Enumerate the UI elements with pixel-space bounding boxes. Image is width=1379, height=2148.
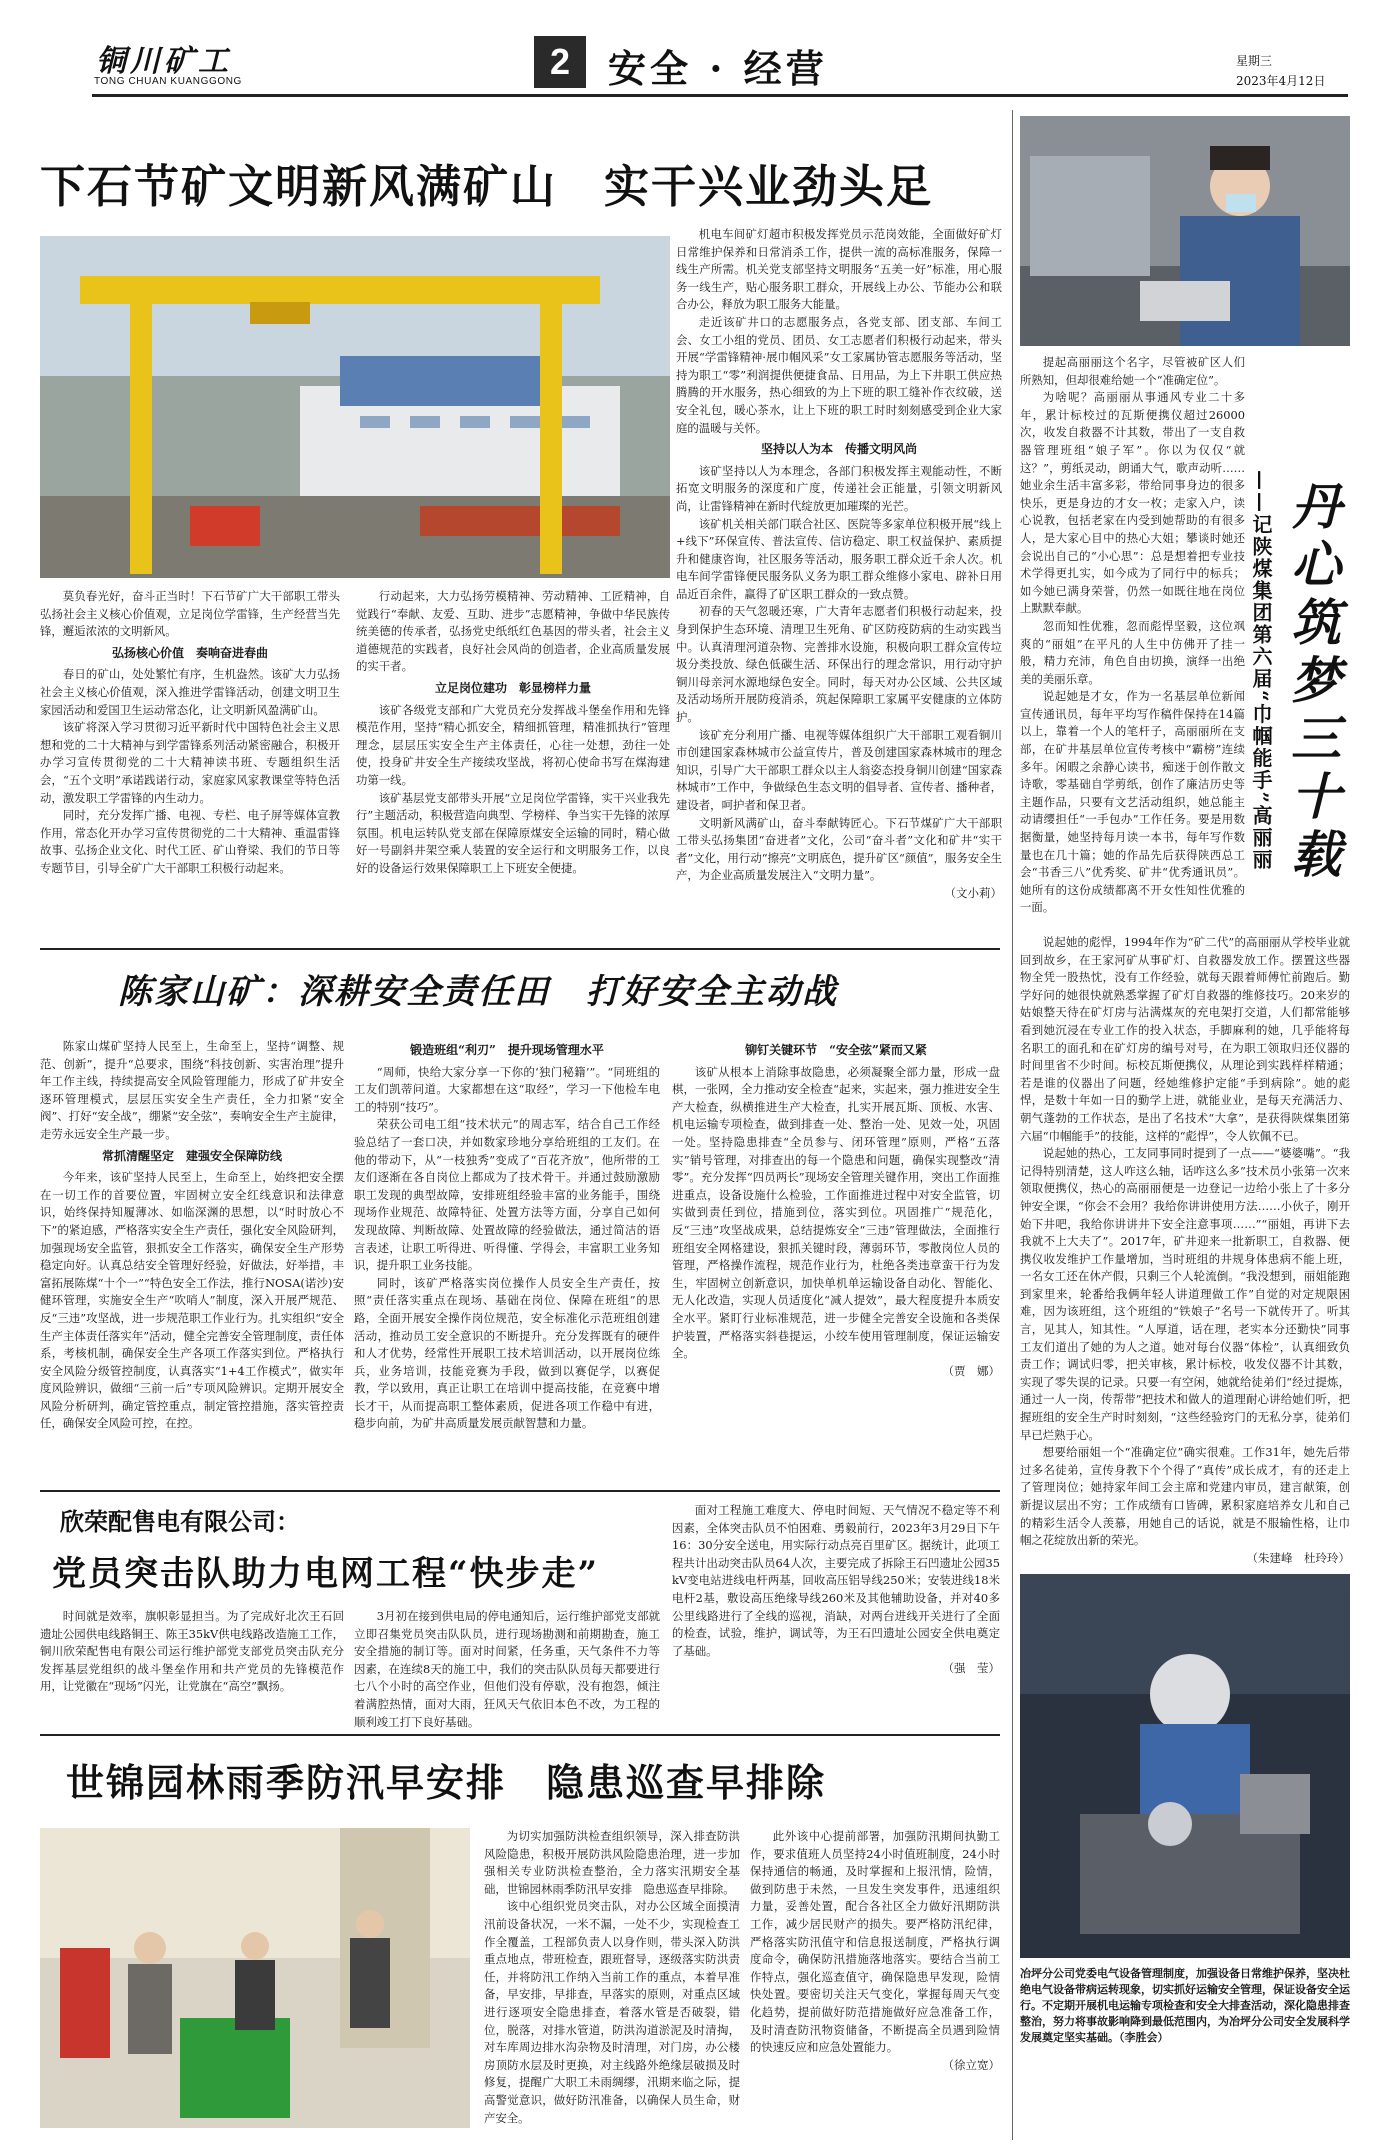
feature-paragraph: 忽而知性优雅，忽而彪悍坚毅，这位飒爽的“丽姐”在平凡的人生中仿佛开了挂一般，精力充沛，角色自由切换，演绎一出绝美的美丽乐章。 xyxy=(1020,618,1245,686)
article3-paragraph: 面对工程施工难度大、停电时间短、天气情况不稳定等不利因素，全体突击队员不怕困难、勇毅前行，2023年3月29日下午16：30分安全送电，用实际行动点亮百里矿区。据统计，此项工程共计出动突击队员64人次，主要完成了拆除王石凹遗址公园35kV变电站进线电杆两基，回收高压铝导线250米；安装进线18米电杆2基，敷设高压绝缘导线260米及其他辅助设备，并对40多公里线路进行了全线的巡视，消缺，对两台进线开关进行了全面的检查，试验，维护，调试等，为王石凹遗址公园安全供电奠定了基础。 xyxy=(672,1503,1000,1658)
rule-3 xyxy=(40,1734,1000,1736)
issue-date: 2023年4月12日 xyxy=(1236,74,1326,88)
masthead xyxy=(0,0,1379,100)
article2-subhead-1: 常抓清醒坚定 建强安全保障防线 xyxy=(101,1148,282,1163)
article1-col3 xyxy=(676,226,1002,903)
article4-paragraph: 该中心组织党员突击队，对办公区域全面摸清汛前设备状况，一米不漏，一处不少，实现检查工作全覆盖，工程部负责人以身作则，带头深入防洪重点地点，带班检查，跟班督导，逐级落实防洪责任，并将防汛工作纳入当前工作的重点，本着早准备，早安排，早排查，早落实的原则，对重点区域进行逐项安全隐患排查，着落水管是否破裂，错位，脱落，对排水管道，防洪沟道淤泥及时清掏，对车库周边排水沟杂物及时清理，对门房，办公楼房顶防水层及时更换，对主线路外绝缘层破损及时修复，提醒广大职工未雨绸缪，汛期来临之际，提高警觉意识，做好防汛准备，以确保人员生命，财产安全。 xyxy=(484,1899,740,2125)
article3-title: 党员突击队助力电网工程“快步走” xyxy=(52,1554,600,1594)
article1-paragraph: 该矿机关相关部门联合社区、医院等多家单位积极开展“线上+线下”环保宣传、普法宣传、信访稳定、职工权益保护、素质提升和健康咨询，社区服务等活动，服务职工群众近千余人次。机电车间学雷锋便民服务队义务为职工群众维修小家电、辟补日用品近百余件，赢得了矿区职工群众的一致点赞。 xyxy=(676,516,1002,601)
article1-paragraph: 机电车间矿灯超市积极发挥党员示范岗效能，全面做好矿灯日常维护保养和日常消杀工作，提供一流的高标准服务，保障一线生产所需。机关党支部坚持文明服务“五美一好”标准，用心服务一线生产，贴心服务职工群众，开展线上办公、节能办公和联合办公，释放为职工服务大能量。 xyxy=(676,227,1002,312)
article2-paragraph: 陈家山煤矿坚持人民至上，生命至上，坚持“调整、规范、创新”，提升“总要求，围绕“科技创新、实害治理”提升年工作主线，持续提高安全风险管理能力，形成了矿井安全逐环管理模式，层层压实安全生产责任，全力扣紧“安全阀”、打好“安全战”，绷紧“安全弦”，奏响安全生产主旋律，走劳永远安全生产最一步。 xyxy=(40,1039,344,1141)
feature-title: 丹心筑梦三十载 xyxy=(1283,480,1342,886)
weekday: 星期三 xyxy=(1236,54,1273,68)
article3-paragraph: 3月初在接到供电局的停电通知后，运行维护部党支部就立即召集党员突击队队员，进行现场勘测和前期勘查，施工安全措施的制订等。面对时间紧，任务重，天气条件不力等因素，在连续8天的施工中，我们的突击队队员每天都要进行七八个小时的高空作业，但他们没有停歇，没有抱怨，倾注着满腔热情，面对大雨，狂风天气依旧本色不改，为工程的顺利竣工打下良好基础。 xyxy=(354,1609,660,1729)
rule-1 xyxy=(40,948,1000,950)
article1-col1 xyxy=(40,588,340,878)
article2-author: （贾 娜） xyxy=(942,1363,1000,1378)
feature-subtitle: ——记陕煤集团第六届“巾帼能手”高丽丽 xyxy=(1249,470,1273,872)
article3-paragraph: 时间就是效率，旗帜彰显担当。为了完成好北次王石回遗址公园供电线路铜王、陈王35kV供电线路改造施工工作，铜川欣荣配售电有限公司运行维护部党支部党员突击队充分发挥基层党组织的战斗堡垒作用和共产党员的先锋模范作用，让党徽在“现场”闪光，让党旗在“高空”飘扬。 xyxy=(40,1609,344,1694)
article4-title: 世锦园林雨季防汛早安排 隐患巡查早排除 xyxy=(66,1760,827,1805)
article4-col2 xyxy=(750,1828,1000,2074)
article1-paragraph: 行动起来，大力弘扬劳模精神、劳动精神、工匠精神，自觉践行“奉献、友爱、互助、进步”志愿精神，争做中华民族传统美德的传承者，弘扬党史纸纸红色基因的带头者，社会主义道德规范的实践者，良好社会风尚的创造者，企业高质量发展的实干者。 xyxy=(356,589,670,674)
feature-paragraph: 说起她的彪悍，1994年作为“矿二代”的高丽丽从学校毕业就回到故乡，在王家河矿从事矿灯、自救器发放工作。摆置这些器物全凭一股热忱，没有工作经验，就每天跟着师傅忙前跑后。勤学好问的她很快就熟悉掌握了矿灯自救器的维修技巧。20来岁的姑娘整天待在矿灯房与沾满煤灰的充电架打交道，人们都常能够看到她沉浸在专业工作的投入状态，手脚麻利的她，几乎能将每名职工的面孔和在矿灯房的编号对号，在为职工领取归还仪器的时间里省不少时间。标校瓦斯便携仪，从理论到实践样样精通；若是谁的仪器出了问题，经她维修护定能“手到病除”。她的彪悍，是数十年如一日的勤学上进，就能业业，是每天充满活力、朝气蓬勃的工作状态，是出了名技术“大拿”，是获得陕煤集团第六届“巾帼能手”的技能，这样的“彪悍”，令人钦佩不已。 xyxy=(1020,935,1350,1143)
article1-paragraph: 走近该矿井口的志愿服务点，各党支部、团支部、车间工会、女工小组的党员、团员、女工志愿者们积极行动起来，带头开展“学雷锋精神·展巾帼风采”女工家属协管志愿服务等活动，坚持为职工“零”利润提供便捷食品、日用品，为上下井职工供应热腾腾的开水服务，热心细致的为上下班的职工缝补作衣纹破，送安全礼包，暖心茶水，让上下班的职工时时刻刻感受到企业大家庭的温暖与关怀。 xyxy=(676,314,1002,435)
article2-subhead-3: 铆钉关键环节 “安全弦”紧而又紧 xyxy=(745,1043,927,1057)
article2-col2 xyxy=(354,1038,660,1433)
photo-caption: 冶坪分公司党委电气设备管理制度，加强设备日常维护保养，坚决杜绝电气设备带病运转现象，切实抓好运输安全管理，保证设备安全运行。不定期开展机电运输专项检查和安全大排查活动，深化隐患排查整治，努力将事故影响降到最低范围内，为冶坪分公司安全发展科学发展奠定坚实基础。（李胜会） xyxy=(1020,1967,1350,2044)
feature-author: （朱建峰 杜玲玲） xyxy=(1246,1550,1350,1565)
logo-pinyin: TONG CHUAN KUANGGONG xyxy=(94,76,242,87)
photo-flood-inspection xyxy=(40,1828,470,2128)
feature-paragraph: 说起她是才女，作为一名基层单位新闻宣传通讯员，每年平均写作稿件保持在14篇以上，靠着一个人的笔杆子，高丽丽所在支部，在矿井基层单位宣传考核中“霸榜”连续多年。闲暇之余静心读书，痴迷于创作散文诗歌，零基础自学剪纸，创作了廉洁历史等主题作品，只要有文艺活动组织，她总能主动请缨担任“一手包办”工作任务。要是用数据衡量，她坚持每月读一本书，每年写作数量也在几十篇；她的作品先后获得陕西总工会“书香三八”优秀奖、矿井“优秀通讯员”。她所有的这份成绩都离不开女性知性优雅的一面。 xyxy=(1020,689,1245,915)
feature-paragraph: 说起她的热心，工友同事同时提到了一点——“婆婆嘴”。“我记得特别清楚，这人咋这么轴，话咋这么多”技术员小张第一次来领取便携仪，热心的高丽丽便是一边登记一边给小张上了十多分钟安全课，“你会不会用？我给你讲讲使用方法……小伙子，刚开始下井吧，我给你讲讲井下安全注意事项……”“丽姐，再讲下去我就不上大夫了”。2017年，矿井迎来一批新职工，自救器、便携仪收发维护工作量增加，当时班组的井规身体患病不能上班，一名女工还在休产假，只剩三个人轮流倒。“我没想到，丽姐能跑到家里来，轮番给我俩年轻人讲道理做工作”自觉的对定规限困难，因为该班组，这个班组的“铁娘子”名号一下就传开了。听其言，见其人，知其性。“人厚道，话在理，老实本分还勤快”同事工友们道出了她的为人之道。她对每台仪器“体检”，认真细致负责工作；调试归零，把关审核，累计标校，收发仪器不计其数，实现了零失误的记录。只要一有空闲，她就给徒弟们“经过提炼，通过一人一岗，传帮带”把技术和做人的道理耐心讲给她们听，把握班组的安全生产时时刻刻，“这些经验窍门的无私分享，徒弟们早已烂熟于心。 xyxy=(1020,1146,1350,1442)
article1-subhead-3: 坚持以人为本 传播文明风尚 xyxy=(760,442,917,457)
article4-paragraph: 此外该中心提前部署，加强防汛期间执勤工作，要求值班人员坚持24小时值班制度，24小时保持通信的畅通，及时掌握和上报汛情，险情，做到防患于未然，一旦发生突发事件，迅速组织力量，妥善处置，配合各社区全力做好汛期防洪工作，减少居民财产的损失。要严格防汛纪律，严格落实防汛值守和信息报送制度，严格执行调度命令，确保防汛措施落地落实。要结合当前工作特点，强化巡查值守，确保隐患早发现，险情快处置。要密切关注天气变化，掌握每周天气变化趋势，提前做好防范措施做好应急准备工作，及时清查防汛物资储备，不断提高全员遇到险情的快速反应和应急处置能力。 xyxy=(750,1829,1000,2055)
article2-paragraph: 该矿从根本上消除事故隐患，必须凝聚全部力量，形成一盘棋，一张网，全力推动安全检查“起来，实起来，强力推进安全生产大检查，纵横推进生产大检查，扎实开展瓦斯、顶板、水害、机电运输专项检查，做到排查一处、整治一处、见效一处，巩固一处。坚持隐患排查“全员参与、闭环管理”原则，严格“五落实”销号管理，对排查出的每一个隐患和问题，确保实现整改“清零”。充分发挥“四员两长”现场安全管理关键作用，突出工作面推进重点，设备设施什么检验，工作面推进过程中对安全监管，切实做到责任到位，措施到位，落实到位。巩固推广“规范化，反“三违”攻坚战成果，总结提炼安全“三违”管理做法，全面推行班组安全网格建设，狠抓关键时段，薄弱环节，零散岗位人员的管理，严格操作流程，规范作业行为，杜绝各类违章蛮干行为发生，牢固树立创新意识，加快单机单运输设备自动化、智能化、无人化改造，实现人员适度化“减人提效”，最大程度提升本质安全水平。紧盯行业标准规范，进一步健全完善安全设施和各类保护装置，严格落实斜巷提运，小绞车使用管理制度，保证运输安全。 xyxy=(672,1064,1000,1361)
article2-paragraph: 同时，该矿严格落实岗位操作人员安全生产责任，按照“责任落实重点在现场、基础在岗位、保障在班组”的思路，全面开展安全操作岗位规范，安全标准化示范班组创建活动，推动员工安全意识的不断提升。充分发挥既有的硬件和人才优势，经常性开展职工技术培训活动，以开展岗位练兵，业务培训，技能竞赛为手段，做到以赛促学，以赛促教，学以致用，真正让职工在培训中提高技能，在竞赛中增长才干，从而提高职工整体素质，促进各项工作稳中有进，稳步向前，为矿井高质量发展贡献智慧和力量。 xyxy=(354,1275,660,1431)
photo-worker-portrait xyxy=(1020,116,1350,346)
article2-paragraph: 荣获公司电工组“技术状元”的周志军，结合自己工作经验总结了一套口决，并如数家珍地分享给班组的工友们。在他的带动下，从“一枝独秀”变成了“百花齐放”，他所带的工友们逐渐在各自岗位上都成为了技术骨干。并通过鼓励激励职工发现的典型故障，安排班组经验丰富的业务能手，围绕现场作业规范、故障特征、处置方法等方面，分享自己如何发现故障、判断故障、处置故障的经验做法，通过简洁的语言表述，让职工听得进、听得懂、学得会，丰富职工业务知识，提升职工业务技能。 xyxy=(354,1117,660,1273)
article1-subhead-1: 弘扬核心价值 奏响奋进春曲 xyxy=(111,645,268,660)
article2-col1 xyxy=(40,1038,344,1433)
article3-author: （强 莹） xyxy=(942,1661,1000,1676)
feature-col-a xyxy=(1020,354,1245,917)
logo: 铜川矿工 xyxy=(96,44,232,79)
rule-2 xyxy=(40,1490,1000,1492)
article4-col1 xyxy=(484,1828,740,2127)
article1-paragraph: 该矿充分利用广播、电视等媒体组织广大干部职工观看铜川市创建国家森林城市公益宣传片，普及创建国家森林城市的理念知识，引导广大干部职工群众以主人翁姿态投身铜川创建“国家森林城市”工作中，争做绿色生态文明的倡导者、宣传者、播种者，建设者，呵护者和保卫者。 xyxy=(676,727,1002,812)
article1-paragraph: 文明新风满矿山，奋斗奉献铸匠心。下石节煤矿广大干部职工带头弘扬集团“奋进者”文化，公司“奋斗者”文化和矿井“实干者”文化，用行动“擦亮”文明底色，提升矿区“颜值”，服务安全生产，为企业高质量发展注入“文明力量”。 xyxy=(676,815,1002,883)
article1-lead: 莫负春光好，奋斗正当时！下石节矿广大干部职工带头弘扬社会主义核心价值观，立足岗位学雷锋，生产经营当先锋，邂逅浓浓的文明新风。 xyxy=(40,589,340,639)
feature-paragraph: 为啥呢？高丽丽从事通风专业二十多年，累计标校过的瓦斯便携仪超过26000次，收发自救器不计其数，带出了一支自救器管理班组“娘子军”。你以为仅仅“就这？”，剪纸灵动，朗诵大气，歌声动听……她业余生活丰富多彩，带给同事身边的很多快乐，更是身边的才女一枚；走家入户，读心说教，包括老家在内受到她帮助的有很多人，是大家心目中的热心大姐；攀谈时她还会说出自己的“小心思”：总是想着把专业技术学得更扎实，如今成为了同行中的标兵；如今她已满身荣誉，仍然一如既往地在岗位上默默奉献。 xyxy=(1020,390,1245,616)
article3-col3 xyxy=(672,1502,1000,1678)
feature-col-b xyxy=(1020,934,1350,1567)
article3-kicker: 欣荣配售电有限公司： xyxy=(60,1507,300,1536)
article1-paragraph: 该矿各级党支部和广大党员充分发挥战斗堡垒作用和先锋模范作用，坚持“精心抓安全，精细抓管理，精准抓执行”管理理念，层层压实安全生产主体责任，心往一处想，劲往一处使，投身矿井安全生产接续攻坚战，将初心使命书写在煤海建功第一线。 xyxy=(356,702,670,787)
article1-paragraph: 该矿坚持以人为本理念，各部门积极发挥主观能动性，不断拓宽文明服务的深度和广度，传递社会正能量，引领文明新风尚，让雷锋精神在新时代绽放更加璀璨的光芒。 xyxy=(676,463,1002,513)
article1-paragraph: 同时，充分发挥广播、电视、专栏、电子屏等媒体宣教作用，常态化开办学习宣传贯彻党的二十大精神、重温雷锋故事、弘扬企业文化、时代工匠、矿山脊梁、我们的节日等专题节目，引导全矿广大干部职工积极行动起来。 xyxy=(40,808,340,875)
column-divider xyxy=(1012,110,1013,2140)
section-title: 安全 · 经营 xyxy=(608,46,828,91)
article1-paragraph: 该矿基层党支部带头开展“立足岗位学雷锋，实干兴业我先行”主题活动，积极营造向典型、学榜样、争当实干先锋的浓厚氛围。机电运转队党支部在保障原煤安全运输的同时，精心做好一号副斜井架空乘人装置的安全运行和文明服务工作，以良好的设备运行效果保障职工上下班安全便捷。 xyxy=(356,790,670,875)
feature-paragraph: 想要给丽姐一个“准确定位”确实很难。工作31年，她先后带过多名徒弟，宣传身教下个个得了“真传”成长成才，有的还走上了管理岗位；她持家年间工会主席和党建内审员，建言献策，创新提议层出不穷；工作成绩有口皆碑，累积家庭培养女儿和自己的精彩生活令人羡慕，用她自己的话说，就是不服输性格，让巾帼之花绽放出新的荣光。 xyxy=(1020,1445,1350,1548)
article4-author: （徐立宽） xyxy=(942,2057,1000,2072)
masthead-rule xyxy=(92,94,1348,97)
article2-col3 xyxy=(672,1038,1000,1380)
page-number: 2 xyxy=(534,36,586,88)
article2-subhead-2: 锻造班组“利刃” 提升现场管理水平 xyxy=(410,1043,604,1057)
photo-welding-worker xyxy=(1020,1574,1350,1958)
article1-title: 下石节矿文明新风满矿山 实干兴业劲头足 xyxy=(40,160,934,213)
article2-title: 陈家山矿：深耕安全责任田 打好安全主动战 xyxy=(118,972,838,1012)
article3-col2 xyxy=(354,1608,660,1731)
article1-subhead-2: 立足岗位建功 彰显榜样力量 xyxy=(434,680,591,695)
feature-paragraph: 提起高丽丽这个名字，尽管被矿区人们所熟知，但却很难给她一个“准确定位”。 xyxy=(1020,355,1245,387)
article2-paragraph: 今年来，该矿坚持人民至上，生命至上，始终把安全摆在一切工作的首要位置，牢固树立安全红线意识和法律意识，始终保持知履薄冰、如临深渊的思想，以“时时放心不下”的紧迫感，严格落实安全生产责任，强化安全风险研判，加强现场安全监管，狠抓安全工作落实，确保安全生产形势稳定向好。认真总结安全管理好经验，好做法，好举措，丰富拓展陈煤“十个一”“特色安全工作法，推行NOSA(诺沙)安健环管理，实施安全生产“吹哨人”制度，深入开展严规范、反“三违”攻坚战，进一步规范职工作业行为。扎实组织“安全生产主体责任落实年”活动，健全完善安全管理制度，责任体系，考核机制，确保安全生产各项工作落实到位。严格执行安全风险分级管控制度，认真落实“1+4工作模式”，做实年度风险辨识，做细“三前一后”专项风险辨识。定期开展安全风险分析研判，确定管控重点，制定管控措施，落实管控责任，确保安全风险可控，在控。 xyxy=(40,1170,344,1431)
article1-col2 xyxy=(356,588,670,878)
article1-author: （文小莉） xyxy=(944,885,1002,900)
article1-paragraph: 初春的天气忽暖还寒，广大青年志愿者们积极行动起来，投身到保护生态环境、清理卫生死角、矿区防疫防病的生动实践当中。认真清理河道杂物、完善排水设施，积极向职工群众宣传垃圾分类投放、绿色低碳生活、环保出行的理念常识，用行动守护铜川母亲河水源地绿色安全。同时，每天对办公区域、公共区域及活动场所开展防疫消杀，筑起保障职工家属平安健康的立体防护。 xyxy=(676,604,1002,725)
photo-crane-yard xyxy=(40,236,670,578)
article4-paragraph: 为切实加强防洪检查组织领导，深入排查防洪风险隐患，积极开展防洪风险隐患治理，进一步加强相关专业防洪检查整治，全力落实汛期安全基础，世锦园林雨季防汛早安排 隐患巡查早排除。 xyxy=(484,1829,740,1896)
article2-paragraph: “周师，快给大家分享一下你的‘独门秘籍’”。“同班组的工友们凯蒂问道。大家都想在这“取经”，学习一下他检车电工的特别“技巧”。 xyxy=(354,1064,660,1114)
article3-col1 xyxy=(40,1608,344,1696)
article1-paragraph: 该矿将深入学习贯彻习近平新时代中国特色社会主义思想和党的二十大精神与到学雷锋系列活动紧密融合，积极开办学习宣传贯彻党的二十大精神读书班、专题组织生活会，“五个文明”承诺践诺行动，家庭家风家教课堂等特色活动，激发职工学雷锋的内生动力。 xyxy=(40,720,340,805)
article1-paragraph: 春日的矿山，处处繁忙有序，生机盎然。该矿大力弘扬社会主义核心价值观，深入推进学雷锋活动，创建文明卫生家园活动和爱国卫生运动常态化，让文明新风盈满矿山。 xyxy=(40,667,340,717)
